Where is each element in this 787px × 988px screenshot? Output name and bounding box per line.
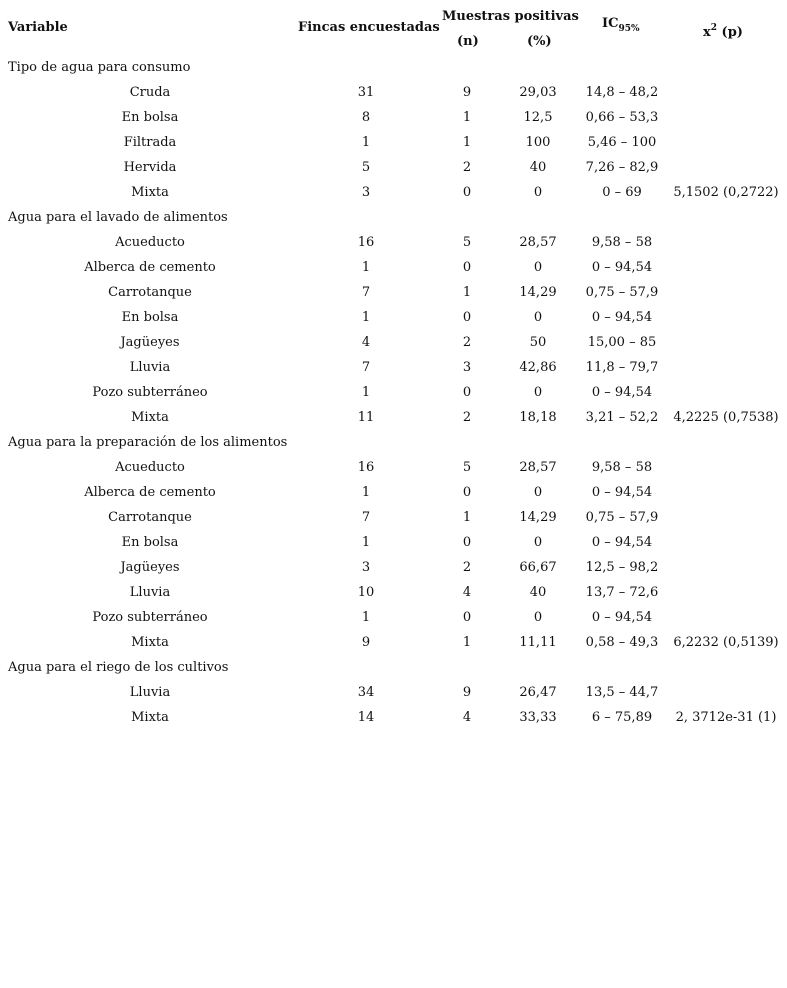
cell-pct: 28,57 <box>519 460 557 475</box>
cell-pct: 0 <box>533 535 543 550</box>
cell-ic95: 5,46 – 100 <box>587 135 657 150</box>
cell-pct: 40 <box>529 160 547 175</box>
cell-category: Mixta <box>131 410 169 425</box>
table-row <box>0 680 787 705</box>
cell-fincas: 7 <box>361 360 371 375</box>
table-row <box>0 455 787 480</box>
cell-n: 0 <box>462 185 472 200</box>
cell-category: Mixta <box>131 710 169 725</box>
cell-ic95: 15,00 – 85 <box>587 335 657 350</box>
cell-pct: 100 <box>525 135 551 150</box>
cell-category: Jagüeyes <box>120 560 180 575</box>
cell-category: Jagüeyes <box>120 335 180 350</box>
cell-ic95: 0,58 – 49,3 <box>585 635 659 650</box>
cell-fincas: 1 <box>361 135 371 150</box>
cell-ic95: 9,58 – 58 <box>591 235 653 250</box>
cell-n: 1 <box>462 510 472 525</box>
cell-fincas: 7 <box>361 510 371 525</box>
cell-n: 1 <box>462 285 472 300</box>
group-title: Agua para el lavado de alimentos <box>8 210 228 225</box>
cell-ic95: 13,7 – 72,6 <box>585 585 659 600</box>
cell-ic95: 0 – 94,54 <box>591 310 653 325</box>
cell-fincas: 14 <box>357 710 375 725</box>
table-row <box>0 630 787 655</box>
cell-pct: 28,57 <box>519 235 557 250</box>
cell-category: Mixta <box>131 635 169 650</box>
cell-category: Lluvia <box>129 585 171 600</box>
cell-category: Lluvia <box>129 360 171 375</box>
cell-n: 2 <box>462 410 472 425</box>
cell-fincas: 4 <box>361 335 371 350</box>
cell-category: Hervida <box>123 160 177 175</box>
cell-pct: 18,18 <box>519 410 557 425</box>
cell-category: Carrotanque <box>108 285 192 300</box>
cell-ic95: 0 – 69 <box>602 185 642 200</box>
cell-chi-square: 4,2225 (0,7538) <box>673 410 779 425</box>
cell-category: En bolsa <box>121 535 179 550</box>
table-row <box>0 180 787 205</box>
cell-category: Pozo subterráneo <box>92 385 208 400</box>
cell-fincas: 11 <box>357 410 375 425</box>
group-title: Tipo de agua para consumo <box>8 60 191 75</box>
header-ic <box>602 16 640 34</box>
cell-ic95: 0 – 94,54 <box>591 260 653 275</box>
table-row <box>0 605 787 630</box>
cell-n: 9 <box>462 85 472 100</box>
table-body <box>0 55 787 730</box>
table-row <box>0 480 787 505</box>
cell-category: Carrotanque <box>108 510 192 525</box>
cell-ic95: 9,58 – 58 <box>591 460 653 475</box>
cell-fincas: 1 <box>361 610 371 625</box>
group-title-row <box>0 55 787 80</box>
cell-fincas: 5 <box>361 160 371 175</box>
cell-n: 4 <box>462 710 472 725</box>
cell-n: 2 <box>462 335 472 350</box>
cell-category: Filtrada <box>123 135 177 150</box>
table-row <box>0 705 787 730</box>
cell-fincas: 31 <box>357 85 375 100</box>
group-title-row <box>0 655 787 680</box>
cell-pct: 33,33 <box>519 710 557 725</box>
cell-n: 0 <box>462 610 472 625</box>
cell-n: 4 <box>462 585 472 600</box>
table-row <box>0 580 787 605</box>
cell-pct: 29,03 <box>519 85 557 100</box>
cell-fincas: 16 <box>357 460 375 475</box>
header-chi-tail: (p) <box>717 25 743 40</box>
cell-ic95: 11,8 – 79,7 <box>585 360 659 375</box>
cell-fincas: 3 <box>361 560 371 575</box>
table-row <box>0 555 787 580</box>
cell-n: 1 <box>462 135 472 150</box>
table-row <box>0 305 787 330</box>
table-row <box>0 530 787 555</box>
cell-chi-square: 5,1502 (0,2722) <box>673 185 779 200</box>
cell-pct: 11,11 <box>519 635 557 650</box>
table-row <box>0 130 787 155</box>
cell-n: 0 <box>462 485 472 500</box>
table-row <box>0 405 787 430</box>
header-ic-main: IC <box>602 16 619 31</box>
cell-fincas: 1 <box>361 260 371 275</box>
cell-ic95: 0 – 94,54 <box>591 535 653 550</box>
table-row <box>0 355 787 380</box>
cell-ic95: 0,75 – 57,9 <box>585 285 659 300</box>
table-row <box>0 255 787 280</box>
cell-pct: 0 <box>533 185 543 200</box>
cell-ic95: 0,66 – 53,3 <box>585 110 659 125</box>
header-chi-main: x <box>703 25 711 40</box>
table-row <box>0 230 787 255</box>
cell-category: Alberca de cemento <box>84 260 216 275</box>
cell-category: Acueducto <box>115 460 185 475</box>
header-variable: Variable <box>8 20 68 35</box>
cell-chi-square: 2, 3712e-31 (1) <box>675 710 777 725</box>
cell-fincas: 7 <box>361 285 371 300</box>
cell-pct: 0 <box>533 310 543 325</box>
cell-n: 1 <box>462 110 472 125</box>
cell-pct: 42,86 <box>519 360 557 375</box>
cell-n: 9 <box>462 685 472 700</box>
cell-category: Mixta <box>131 185 169 200</box>
table-row <box>0 105 787 130</box>
group-title-row <box>0 205 787 230</box>
cell-ic95: 0 – 94,54 <box>591 385 653 400</box>
cell-category: Lluvia <box>129 685 171 700</box>
header-n: (n) <box>457 34 479 49</box>
cell-n: 1 <box>462 635 472 650</box>
cell-n: 0 <box>462 310 472 325</box>
header-ic-sub: 95% <box>618 24 640 34</box>
cell-pct: 0 <box>533 610 543 625</box>
group-title: Agua para la preparación de los alimentos <box>8 435 288 450</box>
cell-n: 0 <box>462 535 472 550</box>
cell-pct: 40 <box>529 585 547 600</box>
cell-ic95: 12,5 – 98,2 <box>585 560 659 575</box>
cell-ic95: 0,75 – 57,9 <box>585 510 659 525</box>
table-row <box>0 505 787 530</box>
cell-fincas: 34 <box>357 685 375 700</box>
cell-n: 5 <box>462 460 472 475</box>
cell-n: 2 <box>462 160 472 175</box>
cell-pct: 12,5 <box>523 110 553 125</box>
cell-ic95: 6 – 75,89 <box>591 710 653 725</box>
table-row <box>0 155 787 180</box>
header-muestras: Muestras positivas <box>442 9 579 24</box>
table-row <box>0 280 787 305</box>
cell-fincas: 10 <box>357 585 375 600</box>
header-chi <box>703 23 743 40</box>
cell-n: 3 <box>462 360 472 375</box>
cell-category: En bolsa <box>121 110 179 125</box>
header-fincas: Fincas encuestadas <box>298 20 440 35</box>
cell-category: En bolsa <box>121 310 179 325</box>
group-title: Agua para el riego de los cultivos <box>8 660 229 675</box>
cell-ic95: 7,26 – 82,9 <box>585 160 659 175</box>
cell-ic95: 14,8 – 48,2 <box>585 85 659 100</box>
cell-n: 2 <box>462 560 472 575</box>
cell-chi-square: 6,2232 (0,5139) <box>673 635 779 650</box>
cell-ic95: 0 – 94,54 <box>591 610 653 625</box>
cell-ic95: 0 – 94,54 <box>591 485 653 500</box>
cell-category: Acueducto <box>115 235 185 250</box>
cell-pct: 50 <box>529 335 547 350</box>
cell-fincas: 1 <box>361 385 371 400</box>
cell-pct: 14,29 <box>519 510 557 525</box>
cell-fincas: 1 <box>361 310 371 325</box>
cell-pct: 0 <box>533 260 543 275</box>
cell-n: 0 <box>462 385 472 400</box>
cell-fincas: 9 <box>361 635 371 650</box>
cell-ic95: 13,5 – 44,7 <box>585 685 659 700</box>
group-title-row <box>0 430 787 455</box>
cell-pct: 14,29 <box>519 285 557 300</box>
cell-pct: 0 <box>533 385 543 400</box>
cell-fincas: 1 <box>361 485 371 500</box>
cell-pct: 66,67 <box>519 560 557 575</box>
table-row <box>0 80 787 105</box>
cell-fincas: 3 <box>361 185 371 200</box>
header-pct: (%) <box>527 34 552 49</box>
cell-pct: 26,47 <box>519 685 557 700</box>
cell-fincas: 16 <box>357 235 375 250</box>
cell-fincas: 8 <box>361 110 371 125</box>
cell-category: Cruda <box>129 85 171 100</box>
cell-category: Alberca de cemento <box>84 485 216 500</box>
header-chi-sup: 2 <box>710 23 718 33</box>
cell-n: 0 <box>462 260 472 275</box>
cell-category: Pozo subterráneo <box>92 610 208 625</box>
cell-n: 5 <box>462 235 472 250</box>
table-row <box>0 380 787 405</box>
cell-ic95: 3,21 – 52,2 <box>585 410 659 425</box>
table-row <box>0 330 787 355</box>
cell-pct: 0 <box>533 485 543 500</box>
cell-fincas: 1 <box>361 535 371 550</box>
